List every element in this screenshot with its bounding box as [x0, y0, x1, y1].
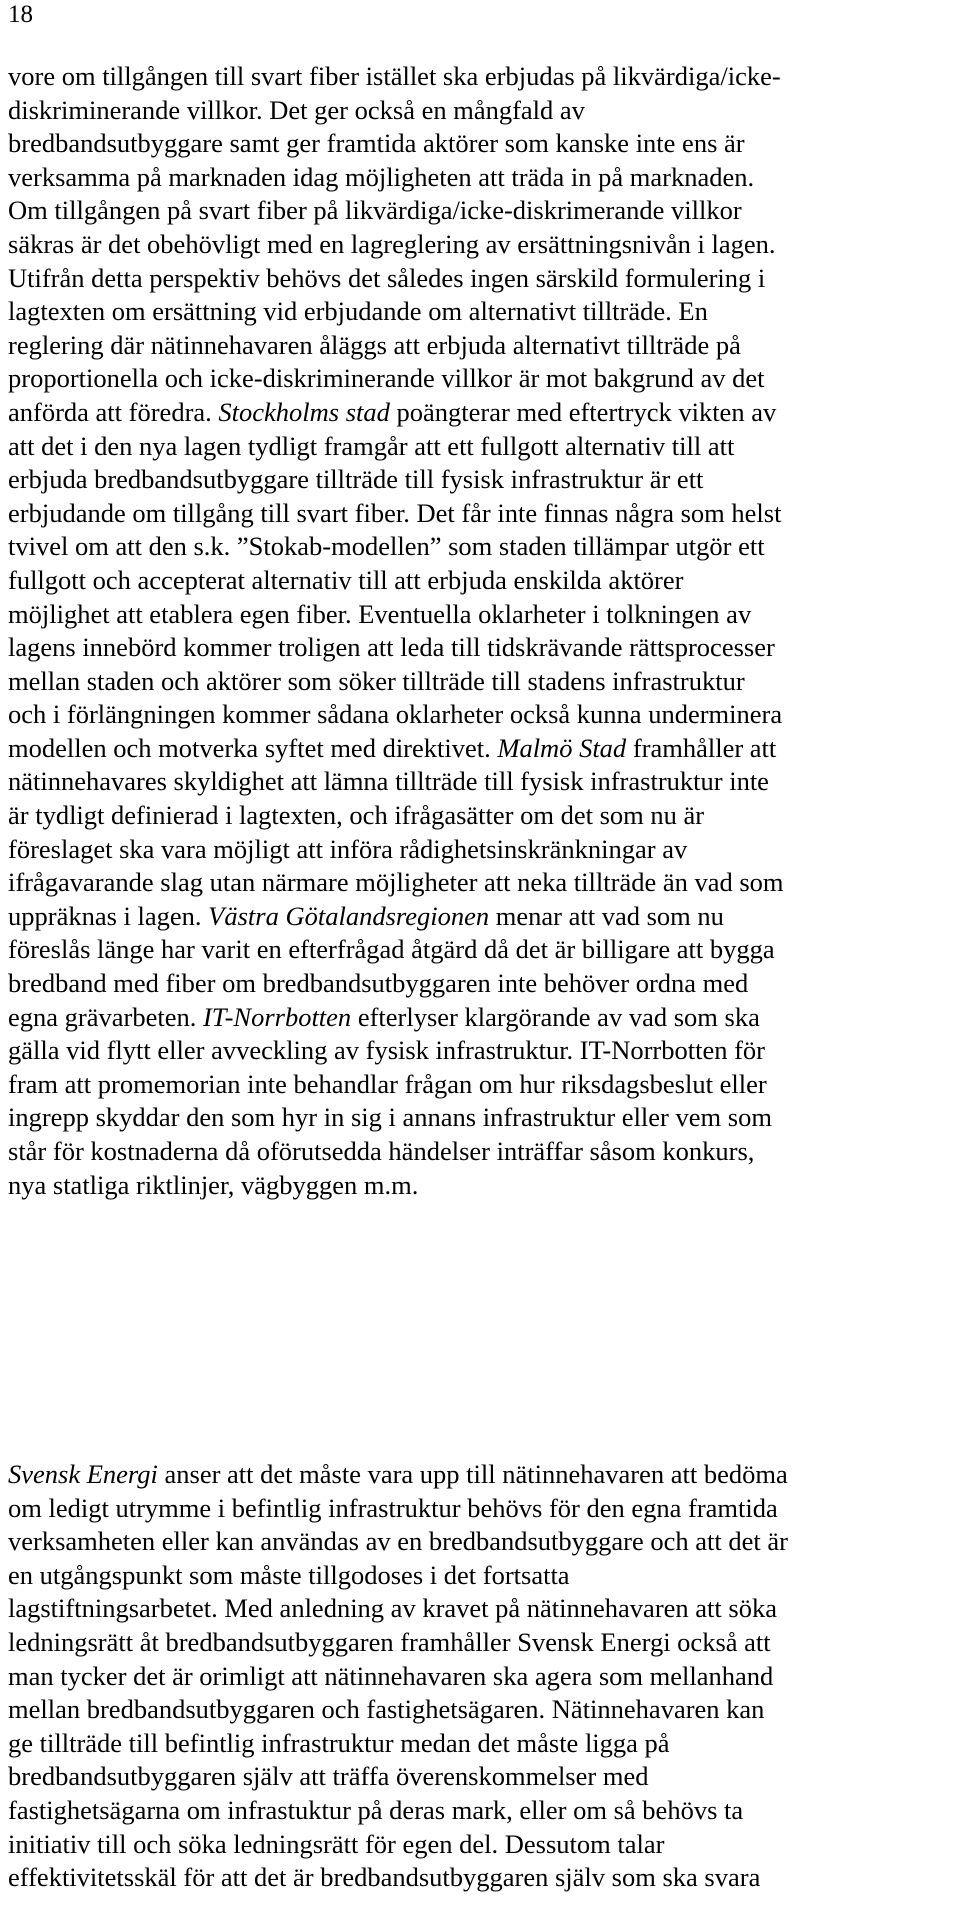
text-line: om ledigt utrymme i befintlig infrastruktur behövs för den egna framtida: [8, 1492, 778, 1523]
text-line: lagens innebörd kommer troligen att leda till tidskrävande rättsprocesser: [8, 632, 775, 663]
text-line: man tycker det är orimligt att nätinnehavaren ska agera som mellanhand: [8, 1660, 774, 1691]
text-line: bredbandsutbyggaren själv att träffa överenskommelser med: [8, 1761, 649, 1792]
body-paragraph-2: [8, 1458, 960, 1895]
text-line: [8, 1458, 960, 1492]
text-line: effektivitetsskäl för att det är bredbandsutbyggaren själv som ska svara: [8, 1862, 761, 1893]
text-line: erbjudande om tillgång till svart fiber. Det får inte finnas några som helst: [8, 497, 782, 528]
text-line: lagtexten om ersättning vid erbjudande om alternativt tillträde. En: [8, 296, 708, 327]
text-line: föreslaget ska vara möjligt att införa rådighetsinskränkningar av: [8, 833, 688, 864]
text-line: ge tillträde till befintlig infrastruktur medan det måste ligga på: [8, 1727, 670, 1758]
text-line: proportionella och icke-diskriminerande villkor är mot bakgrund av det: [8, 363, 765, 394]
page-number: 18: [8, 1, 33, 28]
emphasized-organization-name: Malmö Stad: [497, 732, 627, 763]
text-line: [8, 1001, 960, 1035]
text-line: [8, 732, 960, 766]
emphasized-organization-name: IT-Norrbotten: [202, 1001, 352, 1032]
text-line: att det i den nya lagen tydligt framgår att ett fullgott alternativ till att: [8, 430, 735, 461]
text-line: vore om tillgången till svart fiber istället ska erbjudas på likvärdiga/icke-: [8, 61, 781, 91]
text-line: tvivel om att den s.k. ”Stokab-modellen” som staden tillämpar utgör ett: [8, 531, 765, 562]
text-segment: framhåller att: [626, 732, 777, 763]
text-segment: anser att det måste vara upp till nätinnehavaren att bedöma: [157, 1459, 788, 1489]
text-line: säkras är det obehövligt med en lagreglering av ersättningsnivån i lagen.: [8, 228, 776, 259]
text-line: diskriminerande villkor. Det ger också en mångfald av: [8, 94, 585, 125]
text-segment: egna grävarbeten.: [8, 1001, 203, 1032]
text-line: bredbandsutbyggare samt ger framtida aktörer som kanske inte ens är: [8, 128, 745, 159]
emphasized-organization-name: Västra Götalandsregionen: [208, 900, 490, 931]
text-segment: anförda att föredra.: [8, 396, 219, 427]
text-line: fram att promemorian inte behandlar frågan om hur riksdagsbeslut eller: [8, 1068, 767, 1099]
text-line: verksamheten eller kan användas av en bredbandsutbyggare och att det är: [8, 1526, 788, 1557]
text-line: mellan bredbandsutbyggaren och fastighetsägaren. Nätinnehavaren kan: [8, 1694, 765, 1725]
text-segment: menar att vad som nu: [489, 900, 724, 931]
text-line: initiativ till och söka ledningsrätt för egen del. Dessutom talar: [8, 1828, 665, 1859]
text-segment: poängterar med eftertryck vikten av: [389, 396, 777, 427]
text-line: erbjuda bredbandsutbyggare tillträde till fysisk infrastruktur är ett: [8, 464, 704, 495]
text-line: mellan staden och aktörer som söker tillträde till stadens infrastruktur: [8, 665, 745, 696]
text-line: fullgott och accepterat alternativ till att erbjuda enskilda aktörer: [8, 564, 684, 595]
text-line: [8, 900, 960, 934]
text-line: möjlighet att etablera egen fiber. Eventuella oklarheter i tolkningen av: [8, 598, 752, 629]
text-line: är tydligt definierad i lagtexten, och ifrågasätter om det som nu är: [8, 800, 705, 831]
text-line: en utgångspunkt som måste tillgodoses i det fortsatta: [8, 1559, 570, 1590]
text-line: ledningsrätt åt bredbandsutbyggaren framhåller Svensk Energi också att: [8, 1626, 771, 1657]
text-line: ifrågavarande slag utan närmare möjligheter att neka tillträde än vad som: [8, 867, 784, 898]
emphasized-organization-name: Svensk Energi: [8, 1459, 158, 1489]
text-segment: efterlyser klargörande av vad som ska: [351, 1001, 760, 1032]
body-paragraph-1: [8, 60, 960, 1202]
text-line: föreslås länge har varit en efterfrågad åtgärd då det är billigare att bygga: [8, 934, 775, 965]
text-line: lagstiftningsarbetet. Med anledning av kravet på nätinnehavaren att söka: [8, 1593, 777, 1624]
text-line: och i förlängningen kommer sådana oklarheter också kunna underminera: [8, 699, 783, 730]
text-line: gälla vid flytt eller avveckling av fysisk infrastruktur. IT-Norrbotten för: [8, 1035, 766, 1066]
text-line: bredband med fiber om bredbandsutbyggaren inte behöver ordna med: [8, 968, 749, 999]
text-line: nätinnehavares skyldighet att lämna tillträde till fysisk infrastruktur inte: [8, 766, 769, 797]
text-line: Utifrån detta perspektiv behövs det således ingen särskild formulering i: [8, 262, 766, 293]
text-line: fastighetsägarna om infrastuktur på deras mark, eller om så behövs ta: [8, 1794, 744, 1825]
text-line: står för kostnaderna då oförutsedda händelser inträffar såsom konkurs,: [8, 1136, 755, 1166]
emphasized-organization-name: Stockholms stad: [218, 396, 390, 427]
text-segment: uppräknas i lagen.: [8, 900, 209, 931]
text-line: reglering där nätinnehavaren åläggs att erbjuda alternativt tillträde på: [8, 329, 741, 360]
text-line: [8, 396, 960, 430]
text-segment: modellen och motverka syftet med direktivet.: [8, 732, 498, 763]
text-line: verksamma på marknaden idag möjligheten att träda in på marknaden.: [8, 161, 755, 192]
text-line: ingrepp skyddar den som hyr in sig i annans infrastruktur eller vem som: [8, 1102, 772, 1133]
text-line: Om tillgången på svart fiber på likvärdiga/icke-diskrimerande villkor: [8, 195, 742, 226]
text-line: nya statliga riktlinjer, vägbyggen m.m.: [8, 1169, 419, 1200]
